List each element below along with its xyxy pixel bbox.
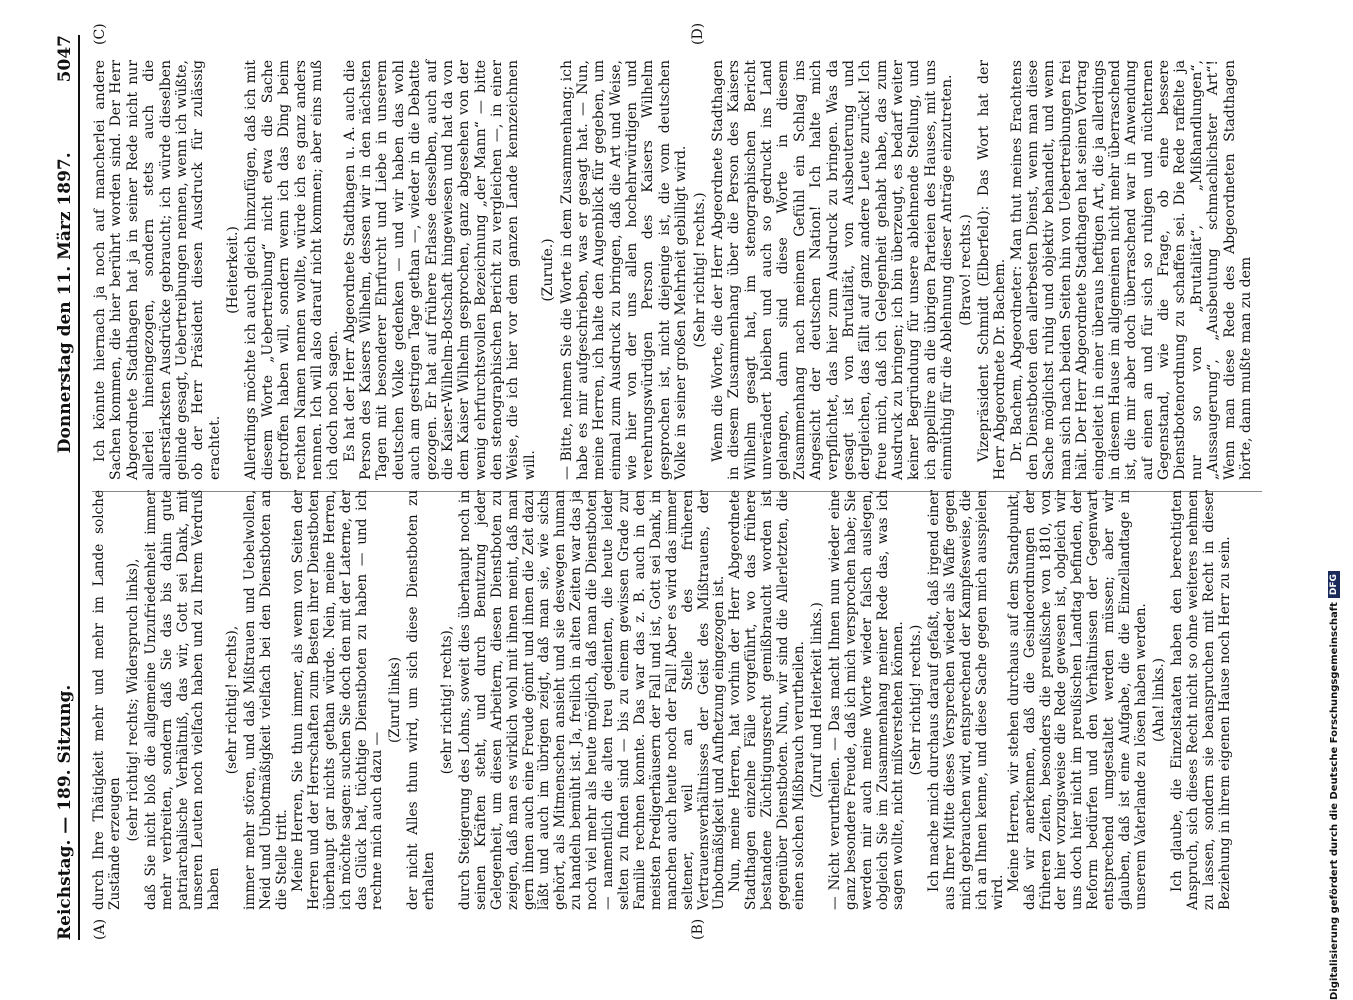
paragraph: Vizepräsident Schmidt (Elberfeld): Das Wort hat der Herr Abgeordnete Dr. Bachem.: [975, 60, 1009, 480]
interjection: (Zuruf und Heiterkeit links.): [808, 602, 825, 798]
interjection: (Sehr richtig! rechts.): [908, 624, 925, 776]
paragraph: Wenn die Worte, die der Herr Abgeordnete Stadthagen in diesem Zusammenhang über die Person des Kaisers Wilhelm gesagt hat, im stenographischen Bericht unverändert bleiben und auch so gedruckt ins Land gelangen, dann sind diese Worte in diesem Zusammenhang nach meinem Gefühl ein Schlag ins Angesicht der deutschen Nation! Ich halte mich verpflichtet, das hier zum Ausdruck zu bringen. Was da gesagt ist von Brutalität, von Ausbeuterung und dergleichen, das fällt auf ganz andere Leute zurück! Ich freue mich, daß ich Gelegenheit gehabt habe, das zum Ausdruck zu bringen; ich bin überzeugt, es bedarf weiter keiner Begründung für unsere ablehnende Stellung, und ich appellire an die übrigen Parteien des Hauses, mit uns einmüthig für die Ablehnung dieser Anträge einzutreten.: [709, 60, 956, 480]
paragraph: durch Steigerung des Lohns, soweit dies überhaupt noch in seinen Kräften steht, und durch Benutzung jeder Gelegenheit, um diesen Arbeitern, diesen Dienstboten zu zeigen, daß man es wirklich wohl mit ihnen meint, daß man gern ihnen auch eine Freude gönnt und ihnen die Zeit dazu läßt und auch im übrigen zeigt, daß man sie, wie sichs gehört, als Mitmenschen ansieht und sie deswegen human zu handeln bemüht ist. Ja, freilich in alten Zeiten war das ja noch viel mehr als heute möglich, daß man die Dienstboten — namentlich die alten treu gedienten, die heute leider selten zu finden sind — bis zu einem gewissen Grade zur Familie rechnen konnte. Das war das z. B. auch in den meisten Predigerhäusern der Fall und ist, Gott sei Dank, in manchen auch heute noch der Fall! Aber es wird das immer seltener, weil an Stelle des früheren Vertrauensverhältnisses der Geist des Mißtrauens, der Unbotmäßigkeit und Aufhetzung eingezogen ist.: [456, 490, 728, 910]
margin-marker-c: (C): [92, 23, 108, 45]
interjection: (Zurufe.): [540, 238, 557, 302]
paragraph: Ich könnte hiernach ja noch auf mancherlei andere Sachen kommen, die hier berührt worden sind. Der Herr Abgeordnete Stadthagen hat ja in seiner Rede nicht nur allerlei hineingezogen, sondern stets auch die allerstärksten Ausdrücke gebraucht; ich würde dieselben gelinde gesagt, Uebertreibungen nennen, wenn ich wüßte, ob der Herr Präsident diesen Ausdruck für zulässig erachtet.: [92, 60, 223, 480]
header-date: Donnerstag den 11. März 1897.: [55, 152, 75, 454]
paragraph: Ich mache mich durchaus darauf gefaßt, daß irgend einer aus Ihrer Mitte dieses Versprechen wieder als Waffe gegen mich gebrauchen wird, entsprechend der Kampfesweise, die ich an Ihnen kenne, und diese Sache gegen mich ausspielen wird.: [926, 490, 1006, 910]
paragraph: Ich glaube, die Einzelstaaten haben den berechtigten Anspruch, sich dieses Recht nicht so ohne weiteres nehmen zu lassen, sondern sie beanspruchen mit Recht in dieser Beziehung in ihrem eigenen Hause noch Herr zu sein.: [1168, 490, 1233, 910]
interjection: (sehr richtig! rechts),: [224, 625, 241, 775]
paragraph: — Nicht verurtheilen. — Das macht Ihnen nun wieder eine ganz besondere Freude, daß ich mich versprochen habe; Sie werden mir auch meine Worte wieder falsch auslegen, obgleich Sie im Zusammenhang meiner Rede das, was ich sagen wollte, nicht mißverstehen können.: [826, 490, 907, 910]
header-rule: [78, 35, 80, 940]
margin-marker-a: (A): [92, 918, 108, 940]
paragraph: Meine Herren, wir stehen durchaus auf dem Standpunkt, daß wir anerkennen, daß die Gesindeordnungen der früheren Zeiten, besonders die preußische von 1810, von der hier vorzugsweise die Rede gewesen ist, obgleich wir uns doch hier nicht im preußischen Landtag befinden, der Reform bedürfen und den Verhältnissen der Gegenwart entsprechend umgestaltet werden müssen; aber wir glauben, daß ist eine Aufgabe, die die Einzellandtage in unserem Vaterlande zu lösen haben werden.: [1005, 490, 1149, 910]
paragraph: durch Ihre Thätigkeit mehr und mehr im Lande solche Zustände erzeugen: [91, 490, 123, 910]
right-column: [92, 60, 1254, 480]
paragraph: Allerdings möchte ich auch gleich hinzufügen, daß ich mit diesem Worte „Uebertreibung“ nicht etwa die Sache getroffen haben will, sondern wenn ich das Ding beim rechten Namen nennen wollte, würde ich es ganz anders nennen. Ich will also darauf nicht kommen; aber eins muß ich doch noch sagen.: [243, 60, 342, 480]
paragraph: — Bitte, nehmen Sie die Worte in dem Zusammenhang; ich habe es mir aufgeschrieben, was er gesagt hat. — Nun, meine Herren, ich halte den Augenblick für gegeben, um einmal zum Ausdruck zu bringen, daß die Art und Weise, wie hier von der uns allen hochehrwürdigen und verehrungswürdigen Person des Kaisers Wilhelm gesprochen ist, nicht diejenige ist, die vom deutschen Volke in seiner großen Mehrheit gebilligt wird.: [558, 60, 690, 480]
credit-sidebar: [1328, 5, 1350, 1000]
page-header: [30, 35, 75, 940]
interjection: (Bravo! rechts.): [957, 214, 974, 326]
paragraph: Meine Herren, Sie thun immer, als wenn von Seiten der Herren und der Herrschaften zum Besten ihrer Dienstboten überhaupt gar nichts gethan würde. Nein, meine Herren, ich möchte sagen: suchen Sie doch den mit der Laterne, der das Glück hat, tüchtige Dienstboten zu haben — und ich rechne mich auch dazu —: [289, 490, 386, 910]
interjection: (sehr richtig! rechts; Widerspruch links),: [124, 558, 141, 842]
credit-text: Digitalisierung gefördert durch die Deutsche Forschungsgemeinschaft: [1328, 602, 1340, 1000]
dfg-logo: DFG: [1328, 571, 1340, 598]
paragraph: immer mehr stören, und daß Mißtrauen und Uebelwollen, Neid und Unbotmäßigkeit vielfach bei den Dienstboten an die Stelle tritt.: [242, 490, 290, 910]
interjection: (Sehr richtig! rechts.): [691, 192, 708, 348]
paragraph: Nun, meine Herren, hat vorhin der Herr Abgeordnete Stadthagen einzelne Fälle vorgeführt, wo das frühere bestandene Züchtigungsrecht gemißbraucht worden ist gegenüber Dienstboten. Nun, wir sind die Allerletzten, die einen solchen Mißbrauch verurtheilen.: [727, 490, 807, 910]
interjection: (Zuruf links): [387, 656, 404, 744]
header-left: Reichstag. — 189. Sitzung.: [55, 684, 75, 940]
paragraph: daß Sie nicht bloß die allgemeine Unzufriedenheit immer mehr verbreiten, sondern daß Sie das bis dahin gute patriarchalische Verhältniß, das wir, Gott sei Dank, mit unseren Leuten noch vielfach haben und zu Ihrem Verdruß haben: [142, 490, 223, 910]
paragraph: Dr. Bachem, Abgeordneter: Man thut meines Erachtens den Dienstboten den allerbesten Dienst, wenn man diese Sache möglichst ruhig und objektiv behandelt, und wenn man sich nach beiden Seiten hin von Uebertreibungen frei hält. Der Herr Abgeordnete Stadthagen hat seinen Vortrag eingeleitet in einer überaus heftigen Art, die ja allerdings in diesem Hause im allgemeinen nicht mehr überraschend ist, die mir aber doch überraschend war in Anwendung auf einen an und für sich so ruhigen und nüchternen Gegenstand, wie die Frage, ob eine bessere Dienstbotenordnung zu schaffen sei. Die Rede raffelte ja nur so von „Brutalität“, „Mißhandlungen“, „Aussaugerung“, „Ausbeutung schmachlichster Art“! Wenn man diese Rede des Abgeordneten Stadthagen hörte, dann mußte man zu dem: [1008, 60, 1254, 480]
interjection: (sehr richtig! rechts),: [439, 625, 456, 775]
left-column: [92, 490, 1233, 910]
margin-marker-d: (D): [690, 22, 706, 45]
paragraph: der nicht Alles thun wird, um sich diese Dienstboten zu erhalten: [405, 490, 438, 910]
margin-marker-b: (B): [690, 918, 706, 940]
page-number: 5047: [55, 35, 75, 83]
paragraph: Es hat der Herr Abgeordnete Stadthagen u. A. auch die Person des Kaisers Wilhelm, dessen wir in den nächsten Tagen mit besonderer Ehrfurcht und Liebe in unserem deutschen Volke gedenken — und wir haben das wohl auch am gestrigen Tage gethan —, wieder in die Debatte gezogen. Er hat auf frühere Erlasse desselben, auch auf die Kaiser-Wilhelm-Botschaft hingewiesen und hat da von dem Kaiser Wilhelm gesprochen, ganz abgesehen von der wenig ehrfurchtsvollen Bezeichnung „der Mann“ — bitte den stenographischen Bericht zu vergleichen —, in einer Weise, die ich hier vor dem ganzen Lande kennzeichnen will.: [341, 60, 538, 480]
interjection: (Heiterkeit.): [225, 226, 241, 314]
interjection: (Aha! links.): [1150, 657, 1167, 743]
